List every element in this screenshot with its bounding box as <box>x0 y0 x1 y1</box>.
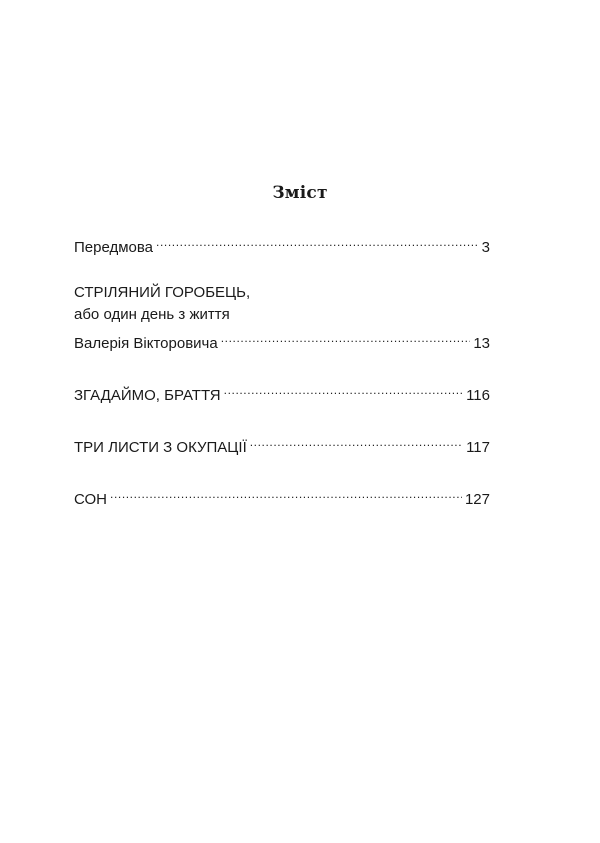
toc-entry-line <box>74 482 490 511</box>
toc-entry-label: Валерія Вікторовича <box>74 335 218 352</box>
toc-entry-title-line: або один день з життя <box>74 306 230 323</box>
toc-entry-dream <box>74 482 490 511</box>
toc-entry-page: 117 <box>466 439 490 456</box>
toc-entry-line <box>74 326 490 355</box>
toc-entry-sparrow <box>74 282 490 355</box>
toc-entry-page: 13 <box>473 335 490 352</box>
toc-entry-page: 127 <box>464 491 490 508</box>
toc-entry-remember-brothers <box>74 378 490 407</box>
toc-entry-title-line: СТРІЛЯНИЙ ГОРОБЕЦЬ, <box>74 284 251 301</box>
toc-entry-page: 3 <box>481 239 490 256</box>
toc-title: Зміст <box>272 183 328 203</box>
toc-entry-line <box>74 430 490 459</box>
dot-leader <box>156 230 479 252</box>
table-of-contents <box>74 230 490 511</box>
dot-leader <box>250 430 463 452</box>
dot-leader <box>221 326 471 348</box>
dot-leader <box>224 378 463 400</box>
toc-entry-label: Передмова <box>74 239 154 256</box>
toc-entry-page: 116 <box>466 387 490 404</box>
dot-leader <box>110 482 462 504</box>
toc-entry-label: ТРИ ЛИСТИ З ОКУПАЦІЇ <box>74 439 247 456</box>
toc-entry-label: СОН <box>74 491 108 508</box>
toc-entry-preface <box>74 230 490 259</box>
toc-entry-line <box>74 230 490 259</box>
toc-entry-three-letters <box>74 430 490 459</box>
toc-entry-label: ЗГАДАЙМО, БРАТТЯ <box>74 387 221 404</box>
toc-entry-line <box>74 378 490 407</box>
